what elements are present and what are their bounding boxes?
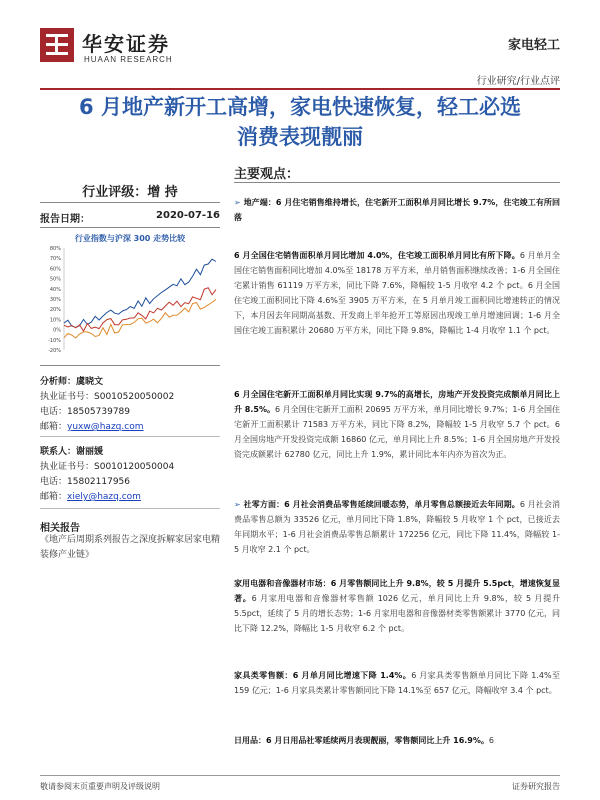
y-tick-label: 40% <box>49 286 61 293</box>
contact-2-role: 联系人： <box>40 447 77 457</box>
contact-2-license: S0010120050004 <box>94 462 175 472</box>
analyst-1-phone-row <box>40 404 130 417</box>
paragraph-body: 6 月社会消费品零售总额为 33526 亿元，单月同比下降 1.8%，降幅较 5 月收窄 1 个 pct，已接近去年同期水平；1-6 月社会消费品零售总额累计 172256 亿元，同比下降 11.4%，降幅较 1-5 月收窄 2.1 个 pct。 <box>234 500 560 554</box>
y-tick-label: 0% <box>53 327 61 334</box>
paragraph-furniture <box>234 668 560 698</box>
rating-label: 行业评级： <box>82 185 148 200</box>
analyst-1-email-row <box>40 419 143 432</box>
paragraph-lead: 地产端：6 月住宅销售维持增长，住宅新开工面积单月同比增长 9.7%，住宅竣工有所回落 <box>234 198 560 222</box>
contact-2-email-row <box>40 489 141 502</box>
index-comparison-chart <box>40 242 220 362</box>
doc-type-label: 行业研究/行业点评 <box>476 76 560 87</box>
analyst-1-email-label: 邮箱： <box>40 422 68 432</box>
paragraph-body: 6 月单月全国住宅销售面积同比增加 4.0%至 18178 万平方米，单月销售面积继续改善；1-6 月全国住宅累计销售 61119 万平方米，同比下降 7.6%，降幅较 1-5 月收窄 4.2 个 pct。6 月全国住宅竣工面积同比下降 4.6%至 3905 万平方米，在 5 月单月竣工面积同比增速转正的情况下，本月因去年同期高基数、开发商上半年抢开工等原因出现竣工单月增速回调；1-6 月全国住宅竣工面积累计 20680 万平方米，同比下降 9.8%，降幅比 1-4 月收窄 1.1 个 pct。 <box>234 251 560 335</box>
y-tick-label: -20% <box>48 348 61 354</box>
series-line-3 <box>64 299 216 338</box>
paragraph-lead: 社零方面：6 月社会消费品零售延续回暖态势，单月零售总额接近去年同期。 <box>243 500 520 509</box>
main-points-heading: 主要观点： <box>234 167 300 182</box>
rating-value: 增 持 <box>147 185 178 200</box>
series-line-1 <box>64 259 216 327</box>
report-title <box>40 92 560 152</box>
paragraph-lead: 6 月全国住宅新开工面积单月同比实现 9.7%的高增长，房地产开发投资完成额单月同比上升 8.5%。 <box>234 390 560 414</box>
footer-disclaimer: 敬请参阅末页重要声明及评级说明 <box>40 782 160 791</box>
related-reports-heading: 相关报告 <box>40 523 80 534</box>
report-date-value: 2020-07-16 <box>156 210 220 221</box>
contact-2-email-link[interactable]: xiely@hazq.com <box>67 492 141 502</box>
related-report-link[interactable]: 《地产后周期系列报告之深度拆解家居家电精装修产业链》 <box>40 535 221 560</box>
arrow-bullet-icon: ➢ <box>234 198 244 207</box>
paragraph-lead: 日用品：6 月日用品社零延续两月表现靓丽，零售额同比上升 16.9%。 <box>234 736 489 745</box>
contact-2-license-row <box>40 459 174 472</box>
footer-report-type: 证券研究报告 <box>512 782 560 791</box>
logo-text-en: HUAAN RESEARCH <box>84 55 173 64</box>
paragraph-lead: 6 月全国住宅销售面积单月同比增加 4.0%，住宅竣工面积单月同比有所下降。 <box>234 251 520 260</box>
analyst-1-email-link[interactable]: yuxw@hazq.com <box>67 422 144 432</box>
contact-2-name-row <box>40 444 103 457</box>
related-divider <box>40 508 220 509</box>
sector-label: 家电轻工 <box>507 38 560 53</box>
contact-2-license-label: 执业证书号： <box>40 462 95 472</box>
y-tick-label: -10% <box>48 337 61 344</box>
analyst-1-license: S0010520050002 <box>94 392 175 402</box>
contact-2-name: 谢丽媛 <box>76 447 104 457</box>
paragraph-new-starts <box>234 387 560 462</box>
paragraph-body: 6 月家具类零售额单月同比下降 1.4%至 159 亿元；1-6 月家具类累计零售额同比下降 14.1%至 657 亿元，降幅收窄 3.4 个 pct。 <box>234 671 561 695</box>
analyst-1-license-label: 执业证书号： <box>40 392 95 402</box>
company-logo-icon <box>40 28 74 62</box>
paragraph-housing-sales <box>234 248 560 338</box>
y-tick-label: 20% <box>49 307 61 314</box>
header-divider <box>40 88 560 90</box>
contact-divider <box>40 436 220 437</box>
report-title-line1: 6 月地产新开工高增，家电快速恢复，轻工必选 <box>79 95 521 119</box>
contact-2-phone: 15802117956 <box>67 477 131 487</box>
contact-2-email-label: 邮箱： <box>40 492 68 502</box>
contact-2-phone-row <box>40 474 130 487</box>
paragraph-real-estate <box>234 195 560 225</box>
paragraph-daily-goods <box>234 733 560 748</box>
y-tick-label: 60% <box>49 266 61 273</box>
analyst-1-phone-label: 电话： <box>40 407 68 417</box>
chart-divider <box>40 365 220 366</box>
y-tick-label: 50% <box>49 276 61 283</box>
analyst-1-role: 分析师： <box>40 377 77 387</box>
paragraph-lead: 家用电器和音像器材市场：6 月零售额同比上升 9.8%，较 5 月提升 5.5pct，增速恢复显著。 <box>234 579 560 603</box>
analyst-1-phone: 18505739789 <box>67 407 131 417</box>
series-line-2 <box>64 288 216 331</box>
main-points-divider <box>234 182 560 183</box>
analyst-1-license-row <box>40 389 174 402</box>
date-divider <box>40 227 220 228</box>
contact-2-phone-label: 电话： <box>40 477 68 487</box>
y-tick-label: 10% <box>49 317 61 324</box>
logo-text-cn: 华安证券 <box>82 32 170 56</box>
paragraph-body: 6 月全国住宅新开工面积 20695 万平方米，单月同比增长 9.7%；1-6 月全国住宅新开工面积累计 71583 万平方米，同比下降 8.2%，降幅较 1-5 月收窄 5.7 个 pct。6 月全国房地产开发投资完成额 16860 亿元，单月同比上升 8.5%；1-6 月全国房地产开发投资完成额累计 62780 亿元，同比上升 1.9%，累计同比本年内亦为首次为正。 <box>234 405 560 459</box>
y-tick-label: 70% <box>49 256 61 263</box>
footer-divider <box>40 775 560 776</box>
report-title-line2: 消费表现靓丽 <box>237 125 363 149</box>
chart-title: 行业指数与沪深 300 走势比较 <box>74 234 186 243</box>
analyst-1-name-row <box>40 374 103 387</box>
rating-divider <box>40 202 220 203</box>
industry-rating <box>40 181 220 200</box>
y-tick-label: 30% <box>49 297 61 303</box>
report-date-label: 报告日期： <box>40 214 90 225</box>
paragraph-lead: 家具类零售额：6 月单月同比增速下降 1.4%。 <box>234 671 412 680</box>
paragraph-body: 6 月家用电器和音像器材零售额 1026 亿元，单月同比上升 9.8%，较 5 月提升 5.5pct，延续了 5 月的增长态势；1-6 月家用电器和音像器材类零售额累计 3770 亿元，同比下降 12.2%，降幅比 1-5 月收窄 6.2 个 pct。 <box>234 594 560 633</box>
paragraph-retail <box>234 497 560 557</box>
paragraph-body: 6 <box>488 736 494 745</box>
analyst-1-name: 虞晓文 <box>76 377 104 387</box>
y-tick-label: 80% <box>49 246 61 252</box>
arrow-bullet-icon: ➢ <box>234 500 244 509</box>
paragraph-appliances <box>234 576 560 636</box>
